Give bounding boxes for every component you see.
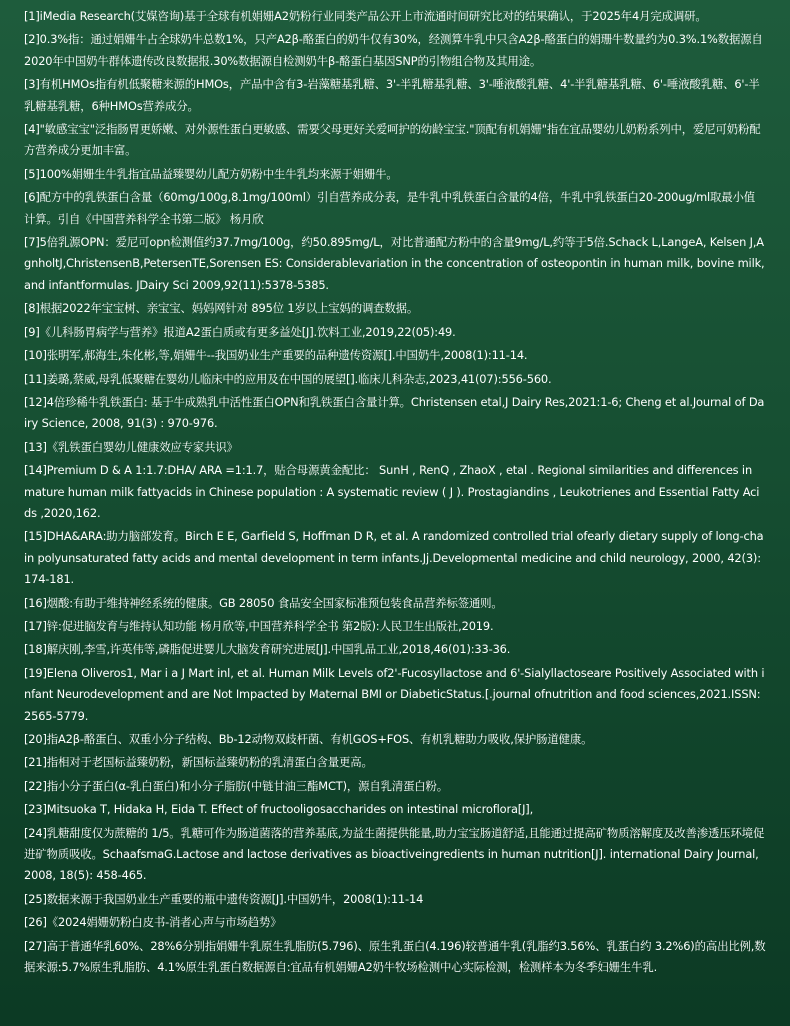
- reference-item-10: [10]张明军,郝海生,朱化彬,等,娟姗牛--我国奶业生产重要的品种遗传资源[].中国奶牛,2008(1):11-14.: [24, 348, 528, 363]
- reference-item-18: [18]解庆刚,李雪,许英伟等,磷脂促进婴儿大脑发育研究进展[J].中国乳品工业,2018,46(01):33-36.: [24, 642, 511, 657]
- reference-item-19: [19]Elena Oliveros1, Mar i a J Mart inl, et al. Human Milk Levels of2'-Fucosyllactose and 6'-Sialyllactoseare Positively Associated with infant Neurodevelopment and are Not Impacted by Maternal BMI or DiabeticStatus.[.journal ofnutrition and food sciences,2021.ISSN: 2565-5779.: [24, 665, 765, 723]
- reference-item-20: [20]指A2β-酪蛋白、双重小分子结构、Bb-12动物双歧杆菌、有机GOS+FOS、有机乳糖助力吸收,保护肠道健康。: [24, 732, 593, 746]
- reference-item-27: [27]高于普通华乳60%、28%6分别指娟姗牛乳原生乳脂肪(5.796)、原生乳蛋白(4.196)较普通牛乳(乳脂约3.56%、乳蛋白约 3.2%6)的高出比例,数据来源:5.7%原生乳脂肪、4.1%原生乳蛋白数据源自:宜品有机娟姗A2奶牛牧场检测中心实际检测，检测样本为冬季妇姗生牛乳.: [24, 938, 766, 975]
- reference-item-5: [5]100%娟姗生牛乳指宜品益臻婴幼儿配方奶粉中生牛乳均来源于娟姗牛。: [24, 166, 398, 181]
- reference-item-7: [7]5倍乳源OPN：爱尼可opn检测值约37.7mg/100g，约50.895mg/L，对比普通配方粉中的含量9mg/L,约等于5倍.Schack L,LangeA, Kelsen J,AgnholtJ,ChristensenB,PetersenTE,Sorensen ES: Considerablevariation in the concentration of osteopontin in human milk, bovine milk, and infantformulas. JDairy Sci 2009,92(11):5378-5385.: [24, 235, 765, 292]
- reference-item-22: [22]指小分子蛋白(α-乳白蛋白)和小分子脂肪(中链甘油三酯MCT)，源自乳清蛋白粉。: [24, 778, 449, 793]
- reference-item-13: [13]《乳铁蛋白婴幼儿健康效应专家共识》: [24, 439, 238, 454]
- reference-item-16: [16]烟酸:有助于维持神经系统的健康。GB 28050 食品安全国家标准预包装食品营养标签通则。: [24, 595, 503, 610]
- reference-item-23: [23]Mitsuoka T, Hidaka H, Eida T. Effect of fructooligosaccharides on intestinal microflora[J],: [24, 802, 534, 817]
- reference-item-4: [4]"敏感宝宝"泛指肠胃更娇嫩、对外源性蛋白更敏感、需要父母更好关爱呵护的幼龄宝宝."顶配有机娟姗"指在宜品婴幼儿奶粉系列中，爱尼可奶粉配方营养成分更加丰富。: [24, 122, 761, 158]
- reference-item-12: [12]4倍珍稀牛乳铁蛋白: 基于牛成熟乳中活性蛋白OPN和乳铁蛋白含量计算。Christensen etal,J Dairy Res,2021:1-6; Cheng et al.Journal of Dairy Science, 2008, 91(3) : 970-976.: [24, 394, 765, 431]
- reference-item-3: [3]有机HMOs指有机低聚糖来源的HMOs，产品中含有3-岩藻糖基乳糖、3'-半乳糖基乳糖、3'-唾液酸乳糖、4'-半乳糖基乳糖、6'-唾液酸乳糖、6'-半乳糖基乳糖，6种HMOs营养成分。: [24, 77, 760, 113]
- reference-item-11: [11]姜璐,蔡威,母乳低聚糖在婴幼儿临床中的应用及在中国的展望[].临床儿科杂志,2023,41(07):556-560.: [24, 371, 552, 386]
- reference-item-21: [21]指相对于老国标益臻奶粉，新国标益臻奶粉的乳清蛋白含量更高。: [24, 755, 373, 770]
- reference-item-2: [2]0.3%指：通过娟姗牛占全球奶牛总数1%，只产A2β-酪蛋白的奶牛仅有30%，经测算牛乳中只含A2β-酪蛋白的娟珊牛数量约为0.3%.1%数据源自2020年中国奶牛群体遗传改良数据报.30%数据源自检测奶牛β-酪蛋白基因SNP的引物组合物及其用途。: [24, 32, 763, 68]
- reference-item-6: [6]配方中的乳铁蛋白含量（60mg/100g,8.1mg/100ml）引自营养成分表，是牛乳中乳铁蛋白含量的4倍，牛乳中乳铁蛋白20-200ug/ml取最小值计算。引自《中国营养科学全书第二版》 杨月欣: [24, 190, 755, 226]
- reference-item-1: [1]iMedia Research(艾媒咨询)基于全球有机娟姗A2奶粉行业同类产品公开上市流通时间研究比对的结果确认，于2025年4月完成调研。: [24, 9, 707, 23]
- reference-item-26: [26]《2024娟姗奶粉白皮书-消者心声与市场趋势》: [24, 915, 282, 930]
- reference-item-25: [25]数据来源于我国奶业生产重要的瓶中遗传资源[J].中国奶牛，2008(1):11-14: [24, 891, 424, 906]
- reference-item-14: [14]Premium D & A 1:1.7:DHA/ ARA =1:1.7，贴合母源黄金配比： SunH , RenQ , ZhaoX , etal . Regional similarities and differences in mature human milk fattyacids in Chinese population : A systematic review ( J ). Prostagiandins , Leukotrienes and Essential Fatty Acids ,2020,162.: [24, 463, 760, 520]
- reference-item-9: [9]《儿科肠胃病学与营养》报道A2蛋白质或有更多益处[J].饮料工业,2019,22(05):49.: [24, 324, 456, 339]
- reference-item-15: [15]DHA&ARA:助力脑部发育。Birch E E, Garfield S, Hoffman D R, et al. A randomized controlled trial ofearly dietary supply of long-chain polyunsaturated fatty acids and mental development in term infants.Jj.Developmental medicine and child neurology, 2000, 42(3): 174-181.: [24, 529, 764, 587]
- reference-item-24: [24]乳糖甜度仅为蔗糖的 1/5。乳糖可作为肠道菌落的营养基底,为益生菌提供能量,助力宝宝肠道舒适,且能通过提高矿物质溶解度及改善渗透压环境促进矿物质吸收。SchaafsmaG.Lactose and lactose derivatives as bioactiveingredients in human nutrition[J]. international Dairy Journal, 2008, 18(5): 458-465.: [24, 825, 765, 883]
- reference-item-17: [17]锌:促进脑发育与维持认知功能 杨月欣等,中国营养科学全书 第2版):人民卫生出版社,2019.: [24, 618, 494, 633]
- reference-item-8: [8]根据2022年宝宝树、亲宝宝、妈妈网针对 895位 1岁以上宝妈的调查数据。: [24, 301, 419, 316]
